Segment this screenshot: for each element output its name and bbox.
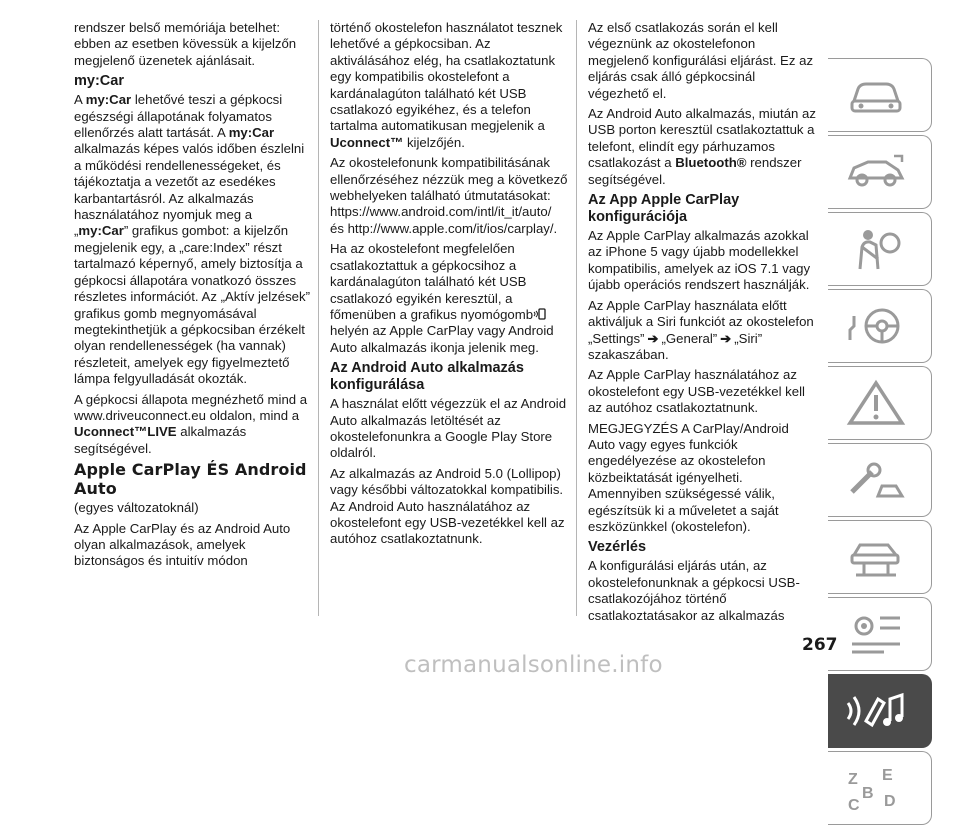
paragraph: Az Android Auto alkalmazás, miután az USB porton keresztül csatlakoztattuk a telefont, elindít egy párhuzamos csatlakozást a Bluetooth® rendszer segítségével. (588, 106, 816, 187)
heading-apple-android: Apple CarPlay ÉS Android Auto (74, 460, 307, 498)
tab-emergency[interactable] (828, 443, 932, 517)
column-divider (318, 20, 319, 616)
term-mycar: my:Car (228, 125, 275, 141)
term-uconnect: Uconnect™ (330, 134, 404, 150)
paragraph: A gépkocsi állapota megnézhető mind a www.driveuconnect.eu oldalon, mind a Uconnect™LIVE alkalmazás segítségével. (74, 391, 308, 456)
paragraph: Az Apple CarPlay és az Android Auto olyan alkalmazások, amelyek biztonságos és intuitív módon (74, 520, 291, 569)
arrow-right-icon: ➔ (720, 330, 732, 346)
music-phone-icon (844, 687, 908, 735)
term-mycar: my:Car (85, 92, 132, 108)
tab-driving[interactable] (828, 289, 932, 363)
paragraph-note: MEGJEGYZÉS A CarPlay/Android Auto vagy egyes funkciók engedélyezése az okostelefon közbeiktatását igényelheti. Amennyiben szükségessé válik, egészítsük ki a műveletet a saját eszközünkkel (okostelefon). (588, 420, 789, 534)
tab-index[interactable] (828, 751, 932, 825)
heading-android-config: Az Android Auto alkalmazás konfigurálása (330, 360, 524, 394)
car-front-icon (844, 71, 908, 119)
heading-carplay-config: Az App Apple CarPlay konfigurációja (588, 192, 740, 226)
warning-triangle-icon (844, 379, 908, 427)
paragraph: Az Apple CarPlay alkalmazás azokkal az iPhone 5 vagy újabb modellekkel kompatibilis, amelyek az iOS 7.1 vagy újabb operációs rendszert használják. (588, 228, 811, 293)
term-bluetooth: Bluetooth® (675, 155, 747, 171)
arrow-right-icon: ➔ (647, 330, 659, 346)
svg-text:Z: Z (848, 771, 858, 788)
paragraph-mycar: A my:Car lehetővé teszi a gépkocsi egészségi állapotának folyamatos ellenőrzés alatt tartását. A my:Car alkalmazás képes valós időben észlelni a működési rendellenességeket, és tájékoztatja a vezetőt az esedékes karbantartásról. Az alkalmazás használatához nyomjuk meg a „my:Car” grafikus gombot: a kijelzőn megjelenik egy, a „care:Index” részt tartalmazó képernyő, amely biztosítja a gépkocsi állapotára vonatkozó összes részletes információt. Az „Aktív jelzések” grafikus gomb megnyomásával megtekinthetjük a gépkocsiban érzékelt olyan rendellenességek (ha vannak) részleteit, amelyek egy figyelmeztető lámpa felgyulladását okozták. (74, 92, 310, 387)
page-number: 267 (802, 635, 838, 655)
tab-multimedia[interactable] (828, 674, 932, 748)
term-mycar: my:Car (78, 223, 124, 239)
paragraph: Az okostelefonunk kompatibilitásának ellenőrzéséhez nézzük meg a következő webhelyeken található útmutatásokat: https://www.android.com/intl/it_it/auto/ és http://www.apple.com/it/ios/carplay/. (330, 155, 568, 236)
tab-controls[interactable] (828, 135, 932, 209)
tab-warnings[interactable] (828, 366, 932, 440)
paragraph: Az alkalmazás az Android 5.0 (Lollipop) vagy későbbi változatokkal kompatibilis. Az Android Auto használatához az okostelefont egy USB-vezetékkel kell az autóhoz csatlakoztatnunk. (330, 465, 565, 547)
technical-data-icon (844, 610, 908, 658)
text-column-3 (588, 20, 818, 628)
svg-text:E: E (882, 767, 893, 784)
car-side-key-icon (844, 148, 908, 196)
paragraph: Az Apple CarPlay használata előtt aktiváljuk a Siri funkciót az okostelefon „Settings” ➔ „General” ➔ „Siri” szakaszában. (588, 297, 814, 362)
watermark: carmanualsonline.info (404, 652, 663, 678)
paragraph: Ha az okostelefont megfelelően csatlakoztattuk a gépkocsihoz a kardánalagúton található két USB csatlakozó egyikén keresztül, a főmenüben a grafikus nyomógomb helyén az Apple CarPlay vagy Android Auto alkalmazás ikonja jelenik meg. (330, 241, 554, 355)
tab-maintenance[interactable] (828, 520, 932, 594)
term-uconnect-live: Uconnect™LIVE (74, 424, 177, 440)
paragraph: Az Apple CarPlay használatához az okostelefont egy USB-vezetékkel kell az autóhoz csatlakoztatnunk. (588, 367, 805, 416)
tab-safety[interactable] (828, 212, 932, 286)
chapter-tabs (828, 58, 934, 828)
alphabetical-index-icon (844, 764, 908, 812)
text-column-1 (74, 20, 310, 574)
svg-text:D: D (884, 793, 896, 810)
text-column-2 (330, 20, 568, 552)
column-divider (576, 20, 577, 616)
paragraph: rendszer belső memóriája betelhet: ebben az esetben kövessük a kijelzőn megjelenő üzenetek ajánlásait. (74, 20, 297, 68)
svg-text:B: B (862, 785, 874, 802)
tab-technical-data[interactable] (828, 597, 932, 671)
paragraph: (egyes változatoknál) (74, 500, 199, 516)
svg-text:C: C (848, 797, 860, 812)
paragraph: történő okostelefon használatot tesznek lehetővé a gépkocsiban. Az aktiválásához elég, ha csatlakoztatunk egy kompatibilis okostelefont a kardánalagúton található két USB csatlakozó egyikéhez, és a telefon tartalma automatikusan megjelenik a Uconnect™ kijelzőjén. (330, 20, 563, 150)
steering-wheel-icon (844, 302, 908, 350)
paragraph: A használat előtt végezzük el az Android Auto alkalmazás letöltését az okostelefonunkra a Google Play Store oldalról. (330, 396, 567, 461)
paragraph: A konfigurálási eljárás után, az okostelefonunknak a gépkocsi USB-csatlakozójához történő csatlakoztatásakor az alkalmazás (588, 558, 800, 623)
seatbelt-airbag-icon (844, 225, 908, 273)
smartphone-icon (533, 308, 547, 320)
wrench-car-icon (844, 456, 908, 504)
paragraph: Az első csatlakozás során el kell végeznünk az okostelefonon megjelenő konfigurálási eljárást. Ez az eljárás csak álló gépkocsinál végezhető el. (588, 20, 814, 101)
tab-dashboard[interactable] (828, 58, 932, 132)
car-lift-icon (844, 533, 908, 581)
heading-vezerles: Vezérlés (588, 539, 647, 556)
heading-mycar: my:Car (74, 73, 124, 90)
